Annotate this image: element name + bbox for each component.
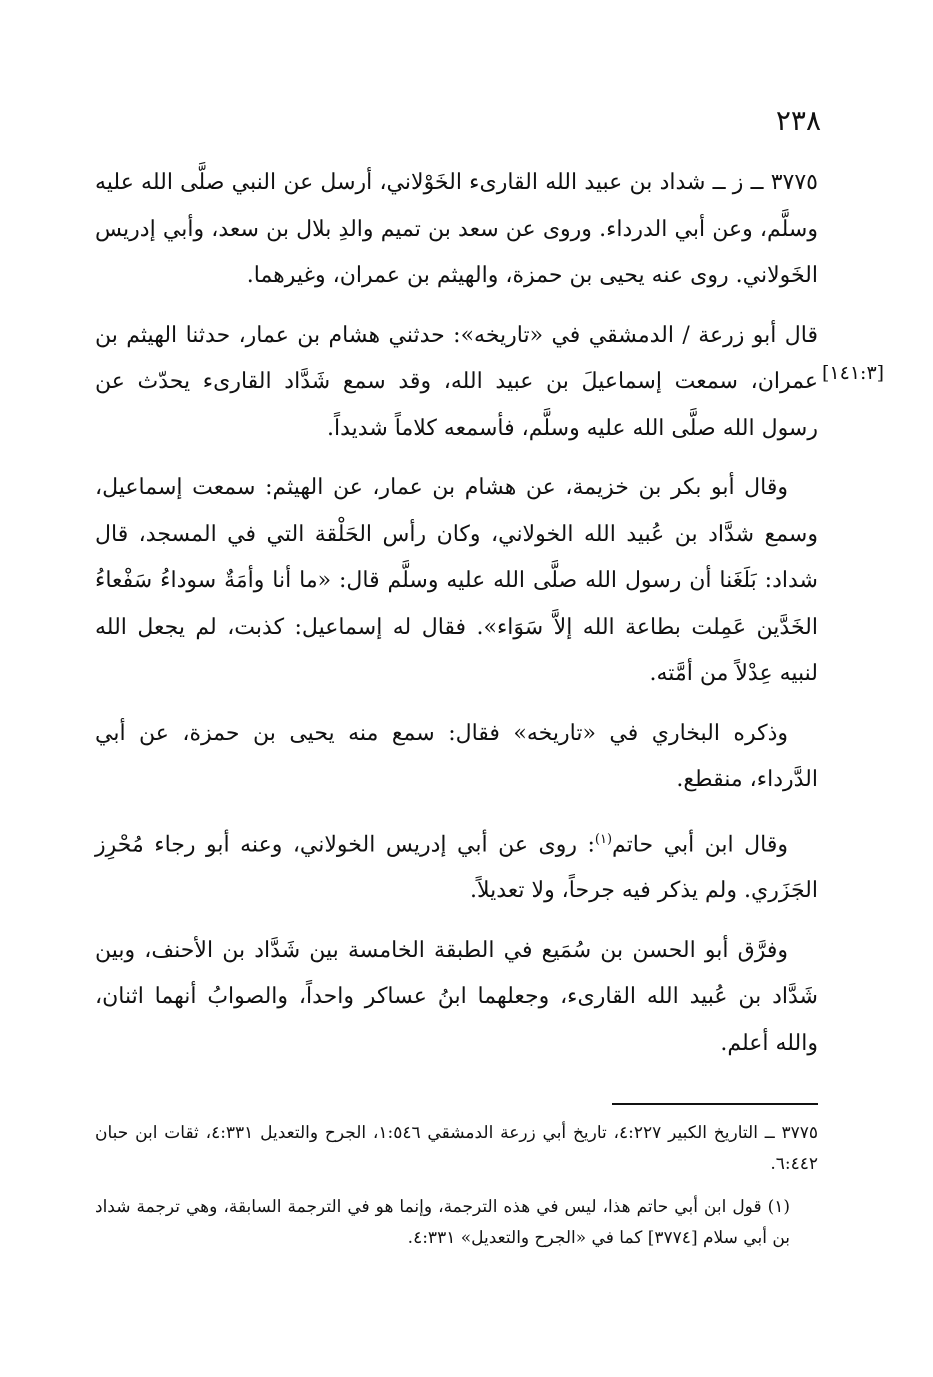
ibn-abi-hatim-text-end: : روى عن أبي إدريس الخولاني، وعنه أبو رجاء مُحْرِز الجَزَري. ولم يذكر فيه جرحاً، ولا تعديلاً.: [95, 831, 818, 904]
entry-heading-paragraph: ٣٧٧٥ ــ ز ــ شداد بن عبيد الله القارىء الخَوْلاني، أرسل عن النبي صلَّى الله عليه وسلَّم، وعن أبي الدرداء. وروى عن سعد بن تميم والدِ بلال بن سعد، وأبي إدريس الخَولاني. روى عنه يحيى بن حمزة، والهيثم بن عمران، وغيرهما.: [95, 170, 818, 288]
margin-reference: [١٤١:٣]: [822, 362, 885, 384]
footnote-sources: ٣٧٧٥ ــ التاريخ الكبير ٤:٢٢٧، تاريخ أبي زرعة الدمشقي ١:٥٤٦، الجرح والتعديل ٤:٣٣١، ثقات ابن حبان ٦:٤٤٢.: [95, 1123, 818, 1174]
ibn-khuzayma-paragraph: وقال أبو بكر بن خزيمة، عن هشام بن عمار، عن الهيثم: سمعت إسماعيل، وسمع شدَّاد بن عُبيد الله الخولاني، وكان رأس الحَلْقة التي في المسجد، قال شداد: بَلَغَنا أن رسول الله صلَّى الله عليه وسلَّم قال: «ما أنا وأمَةٌ سوداءُ سَفْعاءُ الخَدَّين عَمِلت بطاعة الله إلاَّ سَوَاء». فقال له إسماعيل: كذبت، لم يجعل الله لنبيه عِدْلاً من أمَّته.: [95, 475, 818, 686]
footnote-1: (١) قول ابن أبي حاتم هذا، ليس في هذه الترجمة، وإنما هو في الترجمة السابقة، وهي ترجمة شداد بن أبي سلام [٣٧٧٤] كما في «الجرح والتعديل» ٤:٣٣١.: [95, 1197, 790, 1248]
ibn-abi-hatim-paragraph: [95, 817, 818, 915]
footnotes: [95, 1118, 818, 1266]
bukhari-paragraph: وذكره البخاري في «تاريخه» فقال: سمع منه يحيى بن حمزة، عن أبي الدَّرداء، منقطع.: [95, 720, 818, 792]
ibn-abi-hatim-text-start: وقال ابن أبي حاتم: [612, 831, 788, 857]
abu-zura-paragraph: قال أبو زرعة / الدمشقي في «تاريخه»: حدثني هشام بن عمار، حدثنا الهيثم بن عمران، سمعت إسماعيلَ بن عبيد الله، وقد سمع شَدَّاد القارىء يحدّث عن رسول الله صلَّى الله عليه وسلَّم، فأسمعه كلاماً شديداً.: [95, 322, 818, 441]
footnote-divider: [612, 1103, 818, 1105]
page-number: ٢٣٨: [775, 104, 821, 137]
footnote-marker[interactable]: (١): [594, 831, 613, 847]
ibn-sumay-paragraph: وفرَّق أبو الحسن بن سُمَيع في الطبقة الخامسة بين شَدَّاد بن الأحنف، وبين شَدَّاد بن عُبيد الله القارىء، وجعلهما ابنُ عساكر واحداً، والصوابُ أنهما اثنان، والله أعلم.: [95, 937, 818, 1056]
main-text: [95, 160, 818, 1080]
